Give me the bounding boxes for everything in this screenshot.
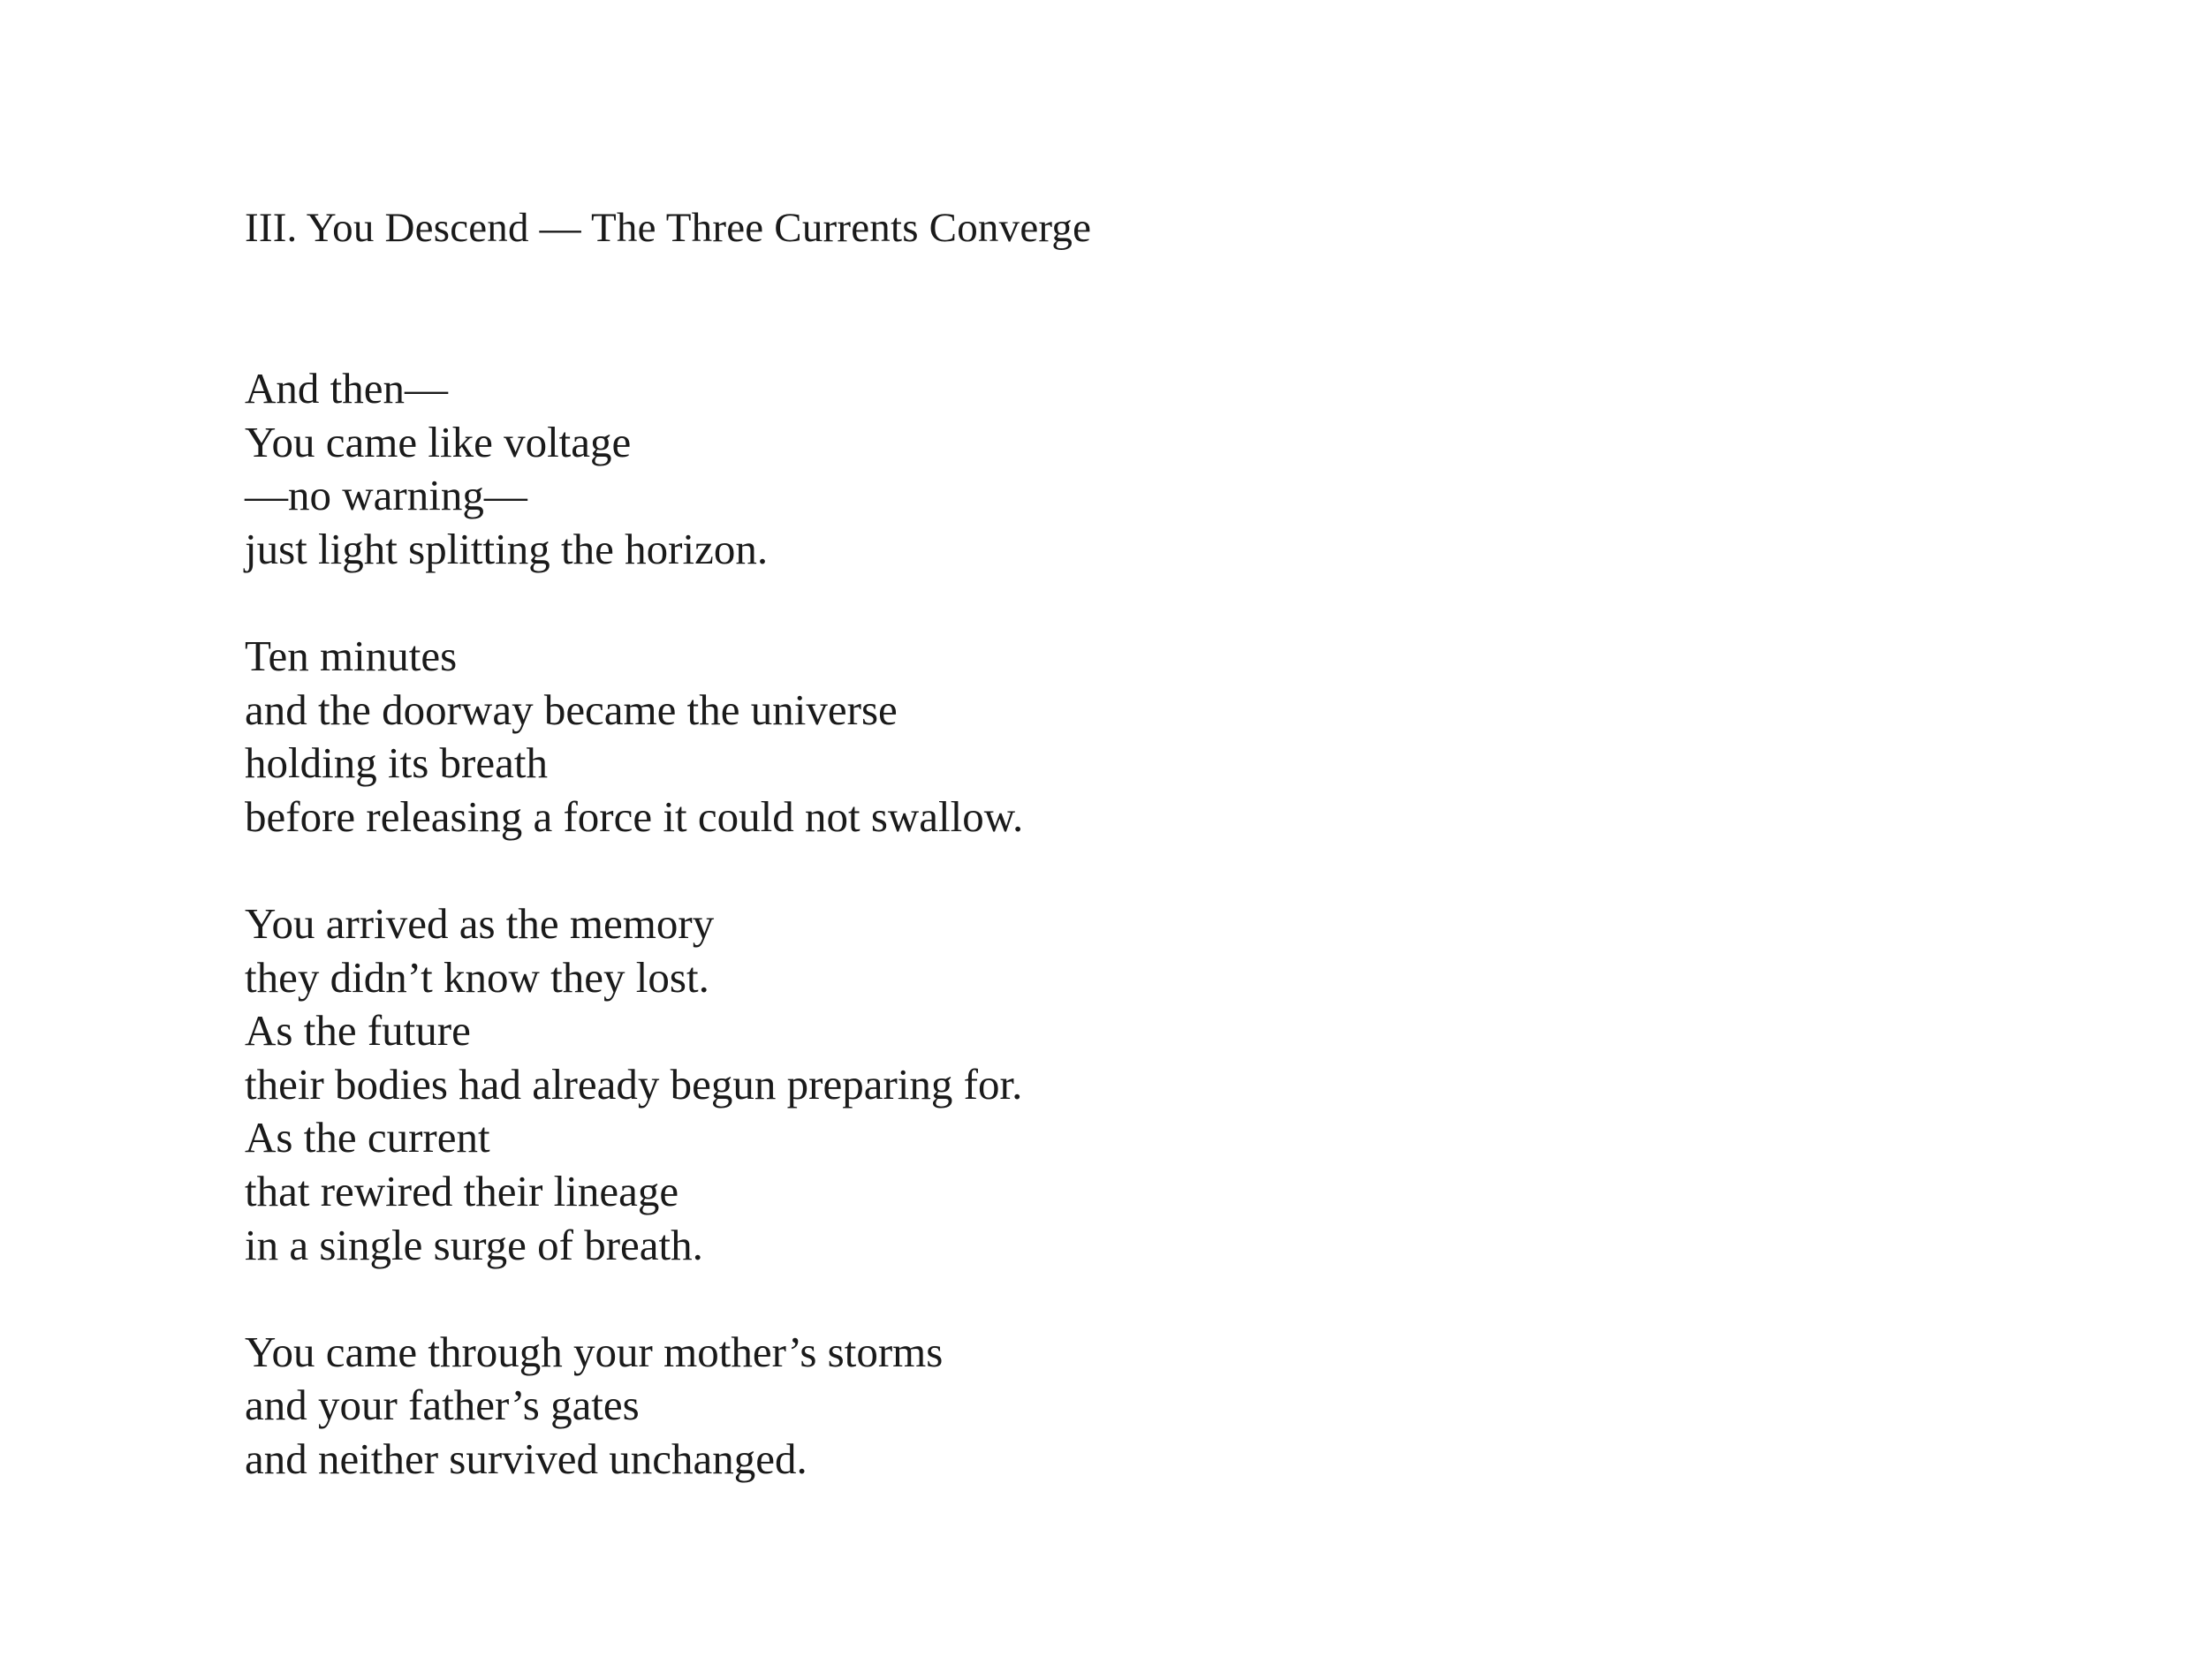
poem-body	[245, 362, 1023, 1540]
poem-line: —no warning—	[245, 471, 527, 520]
poem-line: and neither survived unchanged.	[245, 1434, 807, 1483]
poem-line: Ten minutes	[245, 631, 458, 680]
poem-line: You came like voltage	[245, 417, 632, 466]
poem-title: III. You Descend — The Three Currents Converge	[245, 205, 1092, 251]
poem-line: their bodies had already begun preparing for.	[245, 1059, 1023, 1109]
poem-line: before releasing a force it could not swallow.	[245, 791, 1024, 841]
poem-line: As the current	[245, 1113, 490, 1162]
poem-line: You came through your mother’s storms	[245, 1327, 944, 1376]
poem-line: just light splitting the horizon.	[245, 524, 769, 573]
stanza-1	[245, 362, 1023, 576]
poem-line: they didn’t know they lost.	[245, 952, 709, 1002]
stanza-3	[245, 897, 1023, 1272]
poem-line: And then—	[245, 364, 448, 412]
stanza-2	[245, 630, 1023, 844]
poem-line: As the future	[245, 1006, 471, 1056]
poem-line: in a single surge of breath.	[245, 1220, 703, 1269]
poem-line: and the doorway became the universe	[245, 685, 898, 734]
poem-line: holding its breath	[245, 738, 548, 788]
poem-line: and your father’s gates	[245, 1381, 640, 1430]
poem-line: that rewired their lineage	[245, 1166, 679, 1215]
stanza-4	[245, 1326, 1023, 1487]
poem-line: You arrived as the memory	[245, 898, 715, 948]
